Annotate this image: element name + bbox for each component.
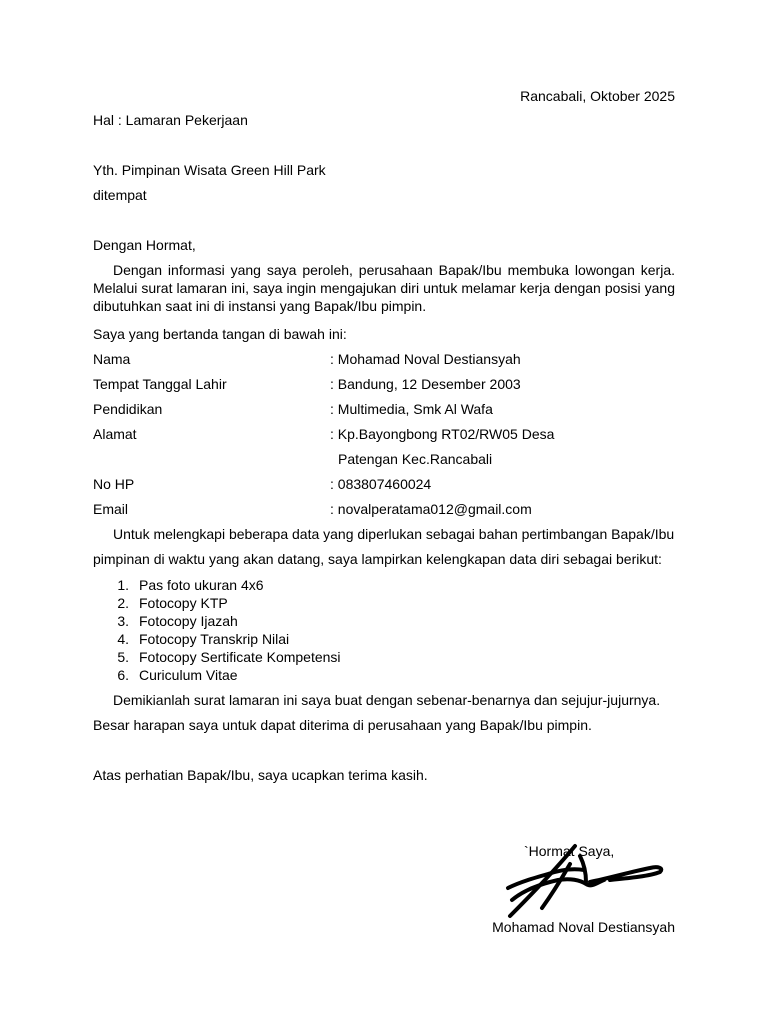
field-label-birth: Tempat Tanggal Lahir [93,376,227,392]
list-number: 3. [117,613,129,629]
intro-paragraph: Dengan informasi yang saya peroleh, perusahaan Bapak/Ibu membuka lowongan kerja. Melalui surat lamaran ini, saya ingin mengajukan diri untuk melamar kerja dengan posisi yang dibutuhkan saat ini di instansi yang Bapak/Ibu pimpin. [93,262,675,314]
list-text: Fotocopy Transkrip Nilai [139,631,290,647]
list-text: Fotocopy KTP [139,595,228,611]
field-value-address-cont: Patengan Kec.Rancabali [338,451,493,467]
undersigned-statement: Saya yang bertanda tangan di bawah ini: [93,326,347,342]
list-text: Pas foto ukuran 4x6 [139,577,264,593]
list-number: 4. [117,631,129,647]
attachments-intro-line1: Untuk melengkapi beberapa data yang diperlukan sebagai bahan pertimbangan Bapak/Ibu [113,526,675,542]
list-number: 2. [117,595,129,611]
list-number: 1. [117,577,129,593]
sign-off: `Hormat Saya, [524,843,615,859]
field-label-education: Pendidikan [93,401,163,417]
field-value-education: : Multimedia, Smk Al Wafa [330,401,493,417]
recipient-place: ditempat [93,187,147,203]
signer-name: Mohamad Noval Destiansyah [492,919,675,935]
letter-date: Rancabali, Oktober 2025 [520,88,675,104]
field-value-address: : Kp.Bayongbong RT02/RW05 Desa [330,426,555,442]
field-label-phone: No HP [93,476,135,492]
field-value-phone: : 083807460024 [330,476,432,492]
field-label-email: Email [93,501,129,517]
closing-line2: Besar harapan saya untuk dapat diterima di perusahaan yang Bapak/Ibu pimpin. [93,717,592,733]
field-label-address: Alamat [93,426,137,442]
list-number: 6. [117,667,129,683]
field-value-email: : novalperatama012@gmail.com [330,501,532,517]
list-text: Fotocopy Sertificate Kompetensi [139,649,341,665]
letter-subject: Hal : Lamaran Pekerjaan [93,112,248,128]
field-value-name: : Mohamad Noval Destiansyah [330,351,521,367]
list-text: Fotocopy Ijazah [139,613,238,629]
thanks-line: Atas perhatian Bapak/Ibu, saya ucapkan terima kasih. [93,767,428,783]
field-label-name: Nama [93,351,131,367]
list-text: Curiculum Vitae [139,667,238,683]
recipient-line: Yth. Pimpinan Wisata Green Hill Park [93,162,326,178]
greeting: Dengan Hormat, [93,237,196,253]
field-value-birth: : Bandung, 12 Desember 2003 [330,376,521,392]
attachments-intro-line2: pimpinan di waktu yang akan datang, saya lampirkan kelengkapan data diri sebagai berikut: [93,551,662,567]
closing-line1: Demikianlah surat lamaran ini saya buat dengan sebenar-benarnya dan sejujur-jujurnya. [113,692,661,708]
list-number: 5. [117,649,129,665]
handwritten-signature [500,838,670,928]
